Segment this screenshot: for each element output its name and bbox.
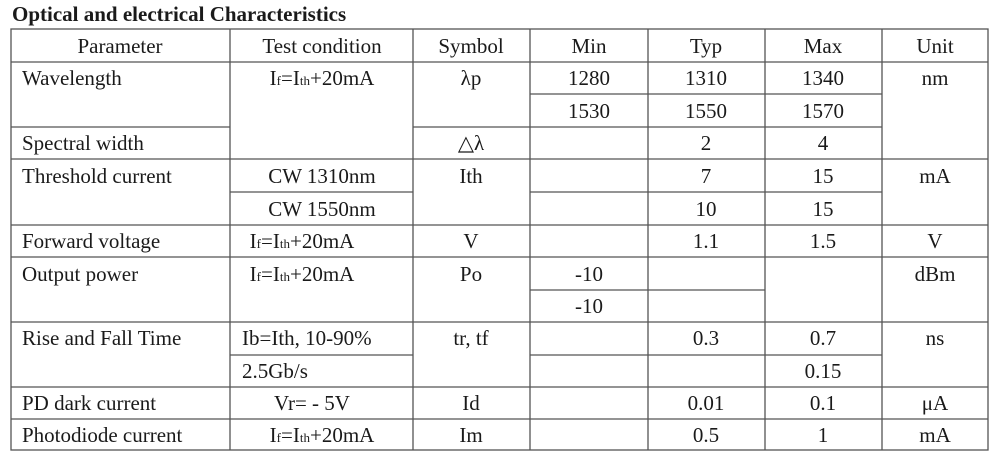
param-threshold-current: Threshold current xyxy=(22,164,172,188)
param-pd-dark-current: PD dark current xyxy=(22,391,157,415)
cond-photodiode-current: If=Ith+20mA xyxy=(269,423,375,447)
symbol-spectral-width: △λ xyxy=(457,131,485,155)
symbol-photodiode-current: Im xyxy=(459,423,483,447)
header-test-condition: Test condition xyxy=(262,34,382,58)
max-spectral-width: 4 xyxy=(817,131,829,155)
cond-threshold-2: CW 1550nm xyxy=(268,197,376,221)
unit-photodiode-current: mA xyxy=(919,423,951,447)
symbol-rise-fall-time: tr, tf xyxy=(453,326,489,350)
param-rise-fall-time: Rise and Fall Time xyxy=(22,326,182,350)
cond-threshold-1: CW 1310nm xyxy=(268,164,376,188)
typ-wavelength-2: 1550 xyxy=(685,99,727,123)
typ-threshold-1: 7 xyxy=(700,164,712,188)
cond-pd-dark-current: Vr= - 5V xyxy=(274,391,350,415)
header-min: Min xyxy=(571,34,607,58)
cond-output-power: If=Ith+20mA xyxy=(249,262,355,286)
min-wavelength-2: 1530 xyxy=(568,99,610,123)
typ-spectral-width: 2 xyxy=(700,131,712,155)
symbol-threshold-current: Ith xyxy=(459,164,483,188)
cond-forward-voltage: If=Ith+20mA xyxy=(249,229,355,253)
max-threshold-2: 15 xyxy=(812,197,834,221)
table-title: Optical and electrical Characteristics xyxy=(12,2,347,26)
typ-pd-dark-current: 0.01 xyxy=(687,391,725,415)
max-threshold-1: 15 xyxy=(812,164,834,188)
param-photodiode-current: Photodiode current xyxy=(22,423,183,447)
param-output-power: Output power xyxy=(22,262,139,286)
header-max: Max xyxy=(803,34,843,58)
unit-rise-fall-time: ns xyxy=(925,326,945,350)
min-output-power-2: -10 xyxy=(575,294,603,318)
min-output-power-1: -10 xyxy=(575,262,603,286)
symbol-pd-dark-current: Id xyxy=(462,391,480,415)
cond-wavelength: If=Ith+20mA xyxy=(269,66,375,90)
param-spectral-width: Spectral width xyxy=(22,131,144,155)
typ-forward-voltage: 1.1 xyxy=(692,229,720,253)
unit-pd-dark-current: μA xyxy=(921,391,949,415)
symbol-forward-voltage: V xyxy=(463,229,479,253)
unit-output-power: dBm xyxy=(914,262,956,286)
unit-forward-voltage: V xyxy=(927,229,943,253)
typ-rise-fall: 0.3 xyxy=(692,326,720,350)
typ-wavelength-1: 1310 xyxy=(685,66,727,90)
cond-rise-fall-2: 2.5Gb/s xyxy=(242,359,308,383)
unit-threshold-current: mA xyxy=(919,164,951,188)
max-pd-dark-current: 0.1 xyxy=(809,391,837,415)
param-wavelength: Wavelength xyxy=(22,66,122,90)
symbol-wavelength: λp xyxy=(460,66,482,90)
header-unit: Unit xyxy=(916,34,954,58)
max-rise-fall-1: 0.7 xyxy=(809,326,837,350)
max-photodiode-current: 1 xyxy=(817,423,829,447)
max-wavelength-1: 1340 xyxy=(802,66,844,90)
max-forward-voltage: 1.5 xyxy=(809,229,837,253)
typ-photodiode-current: 0.5 xyxy=(692,423,720,447)
unit-wavelength: nm xyxy=(921,66,949,90)
header-parameter: Parameter xyxy=(77,34,163,58)
min-wavelength-1: 1280 xyxy=(568,66,610,90)
header-symbol: Symbol xyxy=(438,34,504,58)
param-forward-voltage: Forward voltage xyxy=(22,229,161,253)
typ-threshold-2: 10 xyxy=(695,197,717,221)
max-rise-fall-2: 0.15 xyxy=(804,359,842,383)
cond-rise-fall-1: Ib=Ith, 10-90% xyxy=(242,326,372,350)
header-typ: Typ xyxy=(689,34,723,58)
symbol-output-power: Po xyxy=(459,262,483,286)
max-wavelength-2: 1570 xyxy=(802,99,844,123)
